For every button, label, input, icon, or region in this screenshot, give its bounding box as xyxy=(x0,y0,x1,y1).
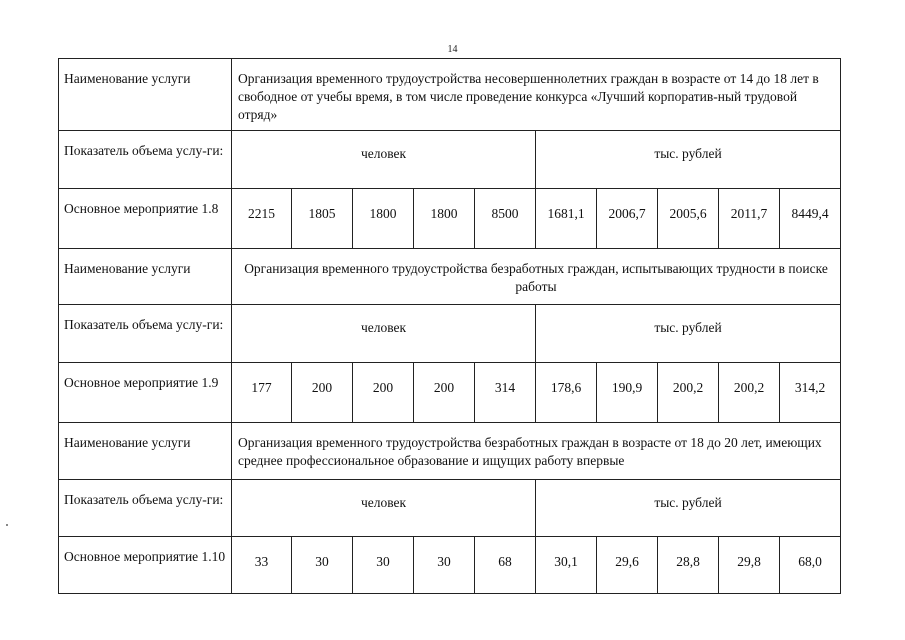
money-value: 178,6 xyxy=(536,363,597,423)
activity-row xyxy=(59,537,841,594)
service-name-label: Наименование услуги xyxy=(59,423,232,480)
money-value: 190,9 xyxy=(597,363,658,423)
service-name: Организация временного трудоустройства несовершеннолетних граждан в возрасте от 14 до 18 лет в свободное от учебы время, в том числе проведение конкурса «Лучший корпоратив-ный трудовой отряд» xyxy=(232,59,841,131)
people-value: 200 xyxy=(292,363,353,423)
money-value: 2005,6 xyxy=(658,189,719,249)
money-value: 30,1 xyxy=(536,537,597,594)
activity-row xyxy=(59,189,841,249)
indicator-label: Показатель объема услу-ги: xyxy=(59,305,232,363)
unit-people: человек xyxy=(232,480,536,537)
service-name-row xyxy=(59,249,841,305)
people-value: 1800 xyxy=(353,189,414,249)
service-name: Организация временного трудоустройства безработных граждан, испытывающих трудности в поиске работы xyxy=(232,249,841,305)
indicator-row xyxy=(59,480,841,537)
unit-money: тыс. рублей xyxy=(536,480,841,537)
services-table xyxy=(58,58,841,594)
money-value: 314,2 xyxy=(780,363,841,423)
people-value: 30 xyxy=(414,537,475,594)
unit-money: тыс. рублей xyxy=(536,131,841,189)
indicator-row xyxy=(59,305,841,363)
money-value: 200,2 xyxy=(658,363,719,423)
people-value: 2215 xyxy=(232,189,292,249)
money-value: 2006,7 xyxy=(597,189,658,249)
indicator-row xyxy=(59,131,841,189)
service-name-label: Наименование услуги xyxy=(59,59,232,131)
indicator-label: Показатель объема услу-ги: xyxy=(59,131,232,189)
people-value: 33 xyxy=(232,537,292,594)
money-value: 68,0 xyxy=(780,537,841,594)
service-name-row xyxy=(59,423,841,480)
activity-label: Основное мероприятие 1.10 xyxy=(59,537,232,594)
scan-artifact xyxy=(6,524,8,526)
people-value: 1805 xyxy=(292,189,353,249)
unit-people: человек xyxy=(232,305,536,363)
people-value: 200 xyxy=(353,363,414,423)
money-value: 8449,4 xyxy=(780,189,841,249)
people-value: 30 xyxy=(292,537,353,594)
service-name: Организация временного трудоустройства безработных граждан в возрасте от 18 до 20 лет, имеющих среднее профессиональное образование и ищущих работу впервые xyxy=(232,423,841,480)
money-value: 29,8 xyxy=(719,537,780,594)
people-value: 30 xyxy=(353,537,414,594)
activity-label: Основное мероприятие 1.8 xyxy=(59,189,232,249)
money-value: 1681,1 xyxy=(536,189,597,249)
money-value: 200,2 xyxy=(719,363,780,423)
money-value: 28,8 xyxy=(658,537,719,594)
people-value: 1800 xyxy=(414,189,475,249)
indicator-label: Показатель объема услу-ги: xyxy=(59,480,232,537)
people-value: 8500 xyxy=(475,189,536,249)
unit-money: тыс. рублей xyxy=(536,305,841,363)
people-value: 177 xyxy=(232,363,292,423)
unit-people: человек xyxy=(232,131,536,189)
people-value: 200 xyxy=(414,363,475,423)
money-value: 29,6 xyxy=(597,537,658,594)
service-name-label: Наименование услуги xyxy=(59,249,232,305)
people-value: 68 xyxy=(475,537,536,594)
people-value: 314 xyxy=(475,363,536,423)
page-number: 14 xyxy=(447,44,458,55)
activity-row xyxy=(59,363,841,423)
activity-label: Основное мероприятие 1.9 xyxy=(59,363,232,423)
money-value: 2011,7 xyxy=(719,189,780,249)
service-name-row xyxy=(59,59,841,131)
